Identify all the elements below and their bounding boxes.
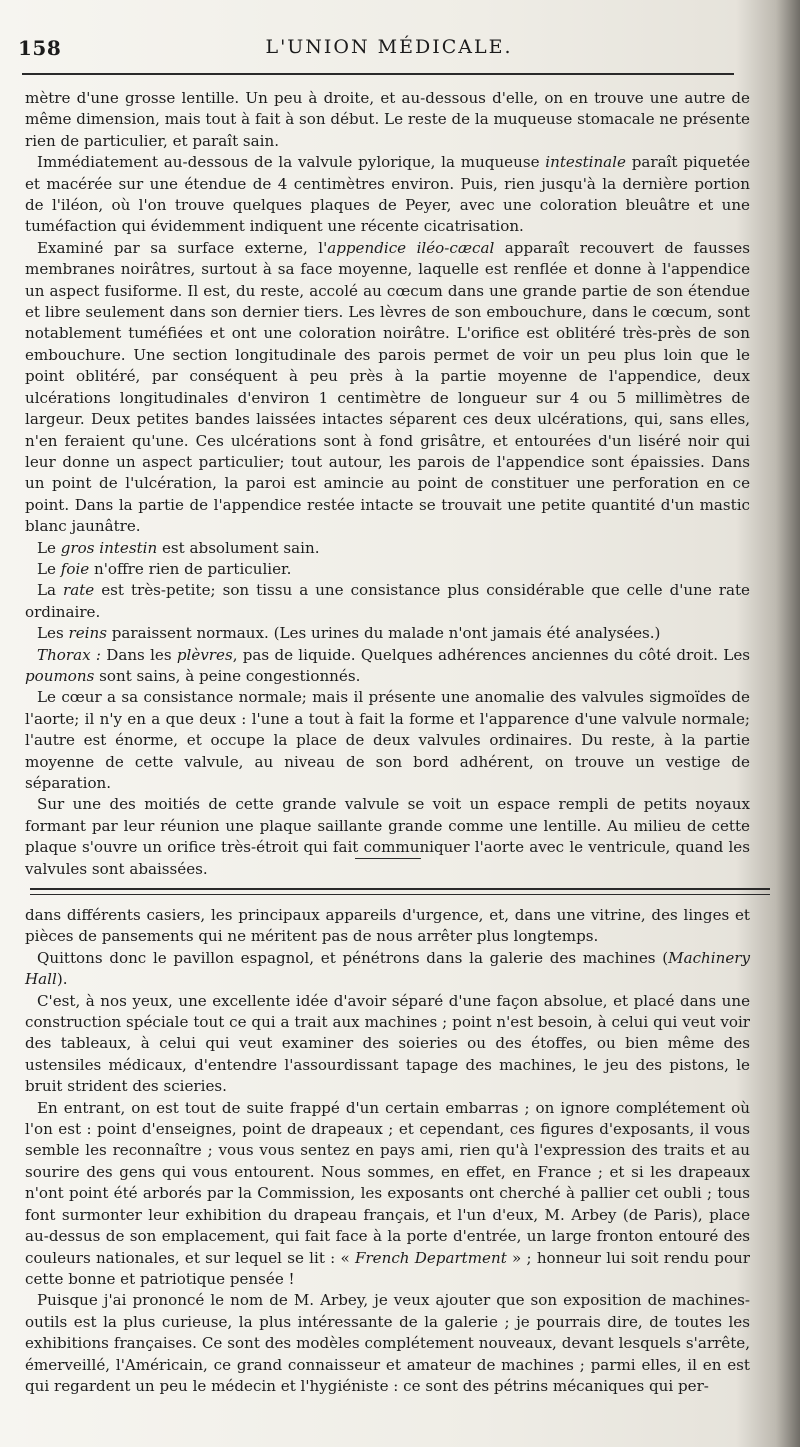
paragraph: Le gros intestin est absolument sain. — [37, 538, 320, 557]
paragraph: Les reins paraissent normaux. (Les urines du malade n'ont jamais été analysées.) — [37, 624, 661, 643]
header-rule — [22, 73, 734, 75]
paragraph: Puisque j'ai prononcé le nom de M. Arbey, je veux ajouter que son exposition de machines-outils est la plus curieuse, la plus intéressante de la galerie ; je pourrais dire, de toutes les exhibitions françaises. Ce sont des modèles complétement nouveaux, devant lesquels s'arrête, émerveillé, l'Américain, ce grand connaisseur et amateur de machines ; parmi elles, il en est qui regardent un peu le médecin et l'hygiéniste : ce sont des pétrins mécaniques qui per- — [25, 1291, 750, 1395]
article-medical-report — [25, 88, 750, 880]
feuilleton-rule — [30, 888, 770, 890]
paragraph: mètre d'une grosse lentille. Un peu à droite, et au-dessous d'elle, on en trouve une autre de même dimension, mais tout à fait à son début. Le reste de la muqueuse stomacale ne présente rien de particulier, et paraît sain. — [25, 89, 750, 150]
paragraph: C'est, à nos yeux, une excellente idée d'avoir séparé d'une façon absolue, et placé dans une construction spéciale tout ce qui a trait aux machines ; point n'est besoin, à celui qui veut voir des tableaux, à celui qui veut examiner des soieries ou des étoffes, ou bien même des ustensiles médicaux, d'entendre l'assourdissant tapage des machines, le jeu des pistons, le bruit strident des scieries. — [25, 991, 750, 1096]
paragraph: La rate est très-petite; son tissu a une consistance plus considérable que celle d'une rate ordinaire. — [25, 581, 750, 621]
paragraph: Immédiatement au-dessous de la valvule pylorique, la muqueuse intestinale paraît piquetée et macérée sur une étendue de 4 centimètres environ. Puis, rien jusqu'à la dernière portion de l'iléon, où l'on trouve quelques plaques de Peyer, avec une coloration bleuâtre et une tuméfaction qui évidemment indiquent une récente cicatrisation. — [25, 153, 750, 236]
paragraph: Le foie n'offre rien de particulier. — [37, 559, 292, 578]
running-title: L'UNION MÉDICALE. — [265, 36, 513, 58]
feuilleton-rule-thin — [30, 894, 770, 895]
paragraph: Thorax : Dans les plèvres, pas de liquide. Quelques adhérences anciennes du côté droit. Les poumons sont sains, à peine congestionnés. — [25, 645, 750, 685]
section-end-rule — [355, 858, 421, 859]
paragraph: Le cœur a sa consistance normale; mais il présente une anomalie des valvules sigmoïdes de l'aorte; il n'y en a que deux : l'une a tout à fait la forme et l'apparence d'une valvule normale; l'autre est énorme, et occupe la place de deux valvules ordinaires. Du reste, à la partie moyenne de cette valvule, au niveau de son bord adhérent, on trouve un vestige de séparation. — [25, 688, 750, 792]
paragraph: dans différents casiers, les principaux appareils d'urgence, et, dans une vitrine, des linges et pièces de pansements qui ne méritent pas de nous arrêter plus longtemps. — [25, 906, 750, 946]
paragraph: Sur une des moitiés de cette grande valvule se voit un espace rempli de petits noyaux formant par leur réunion une plaque saillante grande comme une lentille. Au milieu de cette plaque s'ouvre un orifice très-étroit qui fait communiquer l'aorte avec le ventricule, quand les valvules sont abaissées. — [25, 795, 750, 878]
article-feuilleton — [25, 905, 750, 1397]
page-header — [18, 34, 760, 64]
paragraph: Quittons donc le pavillon espagnol, et pénétrons dans la galerie des machines (Machinery Hall). — [25, 948, 750, 989]
paragraph: En entrant, on est tout de suite frappé d'un certain embarras ; on ignore complétement où l'on est : point d'enseignes, point de drapeaux ; et cependant, ces figures d'exposants, il vous semble les reconnaître ; vous vous sentez en pays ami, rien qu'à l'expression des traits et au sourire des gens qui vous entourent. Nous sommes, en effet, en France ; et si les drapeaux n'ont point été arborés par la Commission, les exposants ont cherché à pallier cet oubli ; tous font surmonter leur exhibition du drapeau français, et l'un d'eux, M. Arbey (de Paris), place au-dessus de son emplacement, qui fait face à la porte d'entrée, un large fronton entouré des couleurs nationales, et sur lequel se lit : « French Department » ; honneur lui soit rendu pour cette bonne et patriotique pensée ! — [25, 1098, 750, 1288]
page-number: 158 — [18, 36, 62, 60]
paragraph: Examiné par sa surface externe, l'appendice iléo-cæcal apparaît recouvert de fausses membranes noirâtres, surtout à sa face moyenne, laquelle est renflée et donne à l'appendice un aspect fusiforme. Il est, du reste, accolé au cœcum dans une grande partie de son étendue et libre seulement dans son dernier tiers. Les lèvres de son embouchure, dans le cœcum, sont notablement tuméfiées et ont une coloration noirâtre. L'orifice est oblitéré très-près de son embouchure. Une section longitudinale des parois permet de voir un peu plus loin que le point oblitéré, par conséquent à peu près à la partie moyenne de l'appendice, deux ulcérations longitudinales d'environ 1 centimètre de longueur sur 4 ou 5 millimètres de largeur. Deux petites bandes laissées intactes séparent ces deux ulcérations, qui, sans elles, n'en feraient qu'une. Ces ulcérations sont à fond grisâtre, et entourées d'un liséré noir qui leur donne un aspect particulier; tout autour, les parois de l'appendice sont épaissies. Dans un point de l'ulcération, la paroi est amincie au point de constituer une perforation en ce point. Dans la partie de l'appendice restée intacte se trouvait une petite quantité d'un mastic blanc jaunâtre. — [25, 238, 750, 536]
